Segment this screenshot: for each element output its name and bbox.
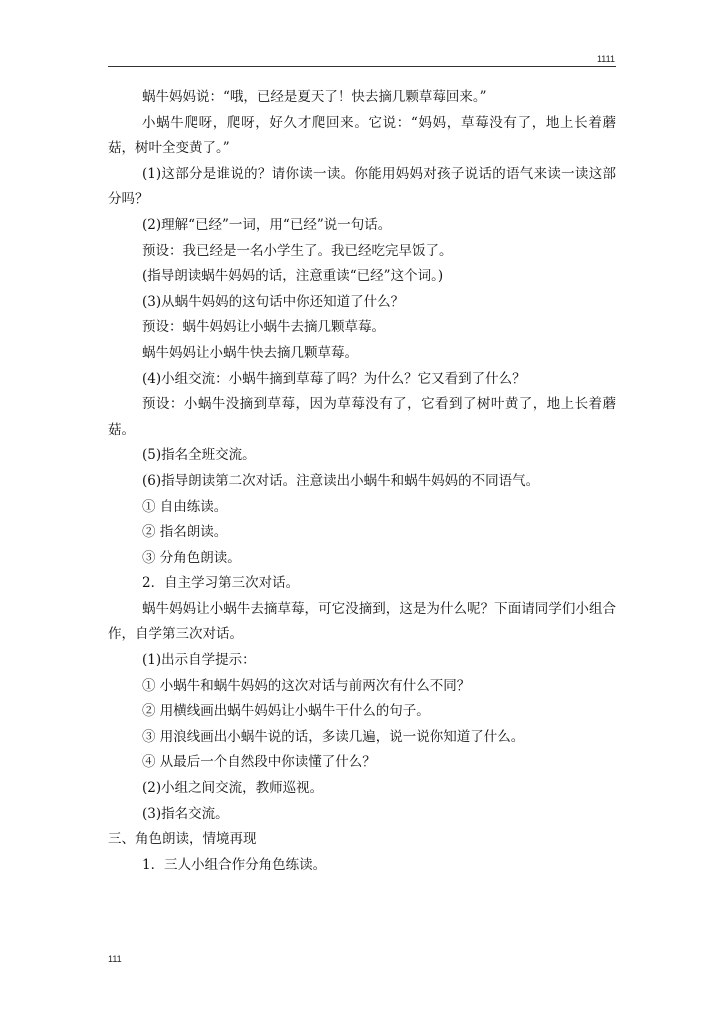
prompt-item-3: ③ 用浪线画出小蜗牛说的话，多读几遍，说一说你知道了什么。 [142, 728, 525, 745]
prompt-item-2: ② 用横线画出蜗牛妈妈让小蜗牛干什么的句子。 [142, 703, 430, 720]
paragraph-mother-says: 蜗牛妈妈说：“哦，已经是夏天了！快去摘几颗草莓回来。” [142, 89, 487, 105]
paragraph-third-dialogue-intro: 蜗牛妈妈让小蜗牛去摘草莓，可它没摘到，这是为什么呢？下面请同学们小组合作，自学第三次对话。 [108, 600, 616, 643]
section-3-item-1: 1．三人小组合作分角色练读。 [142, 856, 327, 873]
prompt-item-4: ④ 从最后一个自然段中你读懂了什么？ [142, 754, 376, 771]
step-5: (5)指名全班交流。 [142, 447, 256, 464]
question-3: (3)从蜗牛妈妈的这句话中你还知道了什么？ [142, 293, 405, 310]
sub-step-3: ③ 分角色朗读。 [142, 549, 241, 566]
group-exchange: (2)小组之间交流，教师巡视。 [142, 780, 324, 797]
section-3-heading: 三、角色朗读，情境再现 [108, 831, 257, 848]
question-1: (1)这部分是谁说的？请你读一读。你能用妈妈对孩子说话的语气来读一读这部分吗？ [108, 165, 616, 208]
answer-3-line: 蜗牛妈妈让小蜗牛快去摘几颗草莓。 [142, 344, 358, 361]
paragraph-snail-returns: 小蜗牛爬呀，爬呀，好久才爬回来。它说：“妈妈，草莓没有了，地上长着蘑菇，树叶全变黄了。” [108, 114, 616, 157]
named-exchange: (3)指名交流。 [142, 805, 229, 822]
reading-guidance: (指导朗读蜗牛妈妈的话，注意重读“已经”这个词。) [142, 268, 444, 285]
preset-answer-3: 预设：蜗牛妈妈让小蜗牛去摘几颗草莓。 [142, 319, 385, 336]
self-study-prompt: (1)出示自学提示： [142, 652, 256, 669]
question-2: (2)理解“已经”一词，用“已经”说一句话。 [142, 216, 392, 233]
sub-step-2: ② 指名朗读。 [142, 524, 228, 541]
footer-page-number: 111 [108, 954, 122, 964]
document-body [108, 85, 616, 878]
sub-step-1: ① 自由练读。 [142, 498, 228, 515]
header-divider [108, 66, 616, 67]
preset-answer-2: 预设：我已经是一名小学生了。我已经吃完早饭了。 [142, 242, 453, 259]
question-4: (4)小组交流：小蜗牛摘到草莓了吗？为什么？它又看到了什么？ [142, 370, 526, 387]
step-6: (6)指导朗读第二次对话。注意读出小蜗牛和蜗牛妈妈的不同语气。 [142, 472, 540, 489]
section-2-heading: 2．自主学习第三次对话。 [142, 575, 300, 592]
preset-answer-4: 预设：小蜗牛没摘到草莓，因为草莓没有了，它看到了树叶黄了，地上长着蘑菇。 [108, 396, 616, 438]
prompt-item-1: ① 小蜗牛和蜗牛妈妈的这次对话与前两次有什么不同？ [142, 677, 471, 694]
header-page-number: 1111 [596, 54, 615, 64]
